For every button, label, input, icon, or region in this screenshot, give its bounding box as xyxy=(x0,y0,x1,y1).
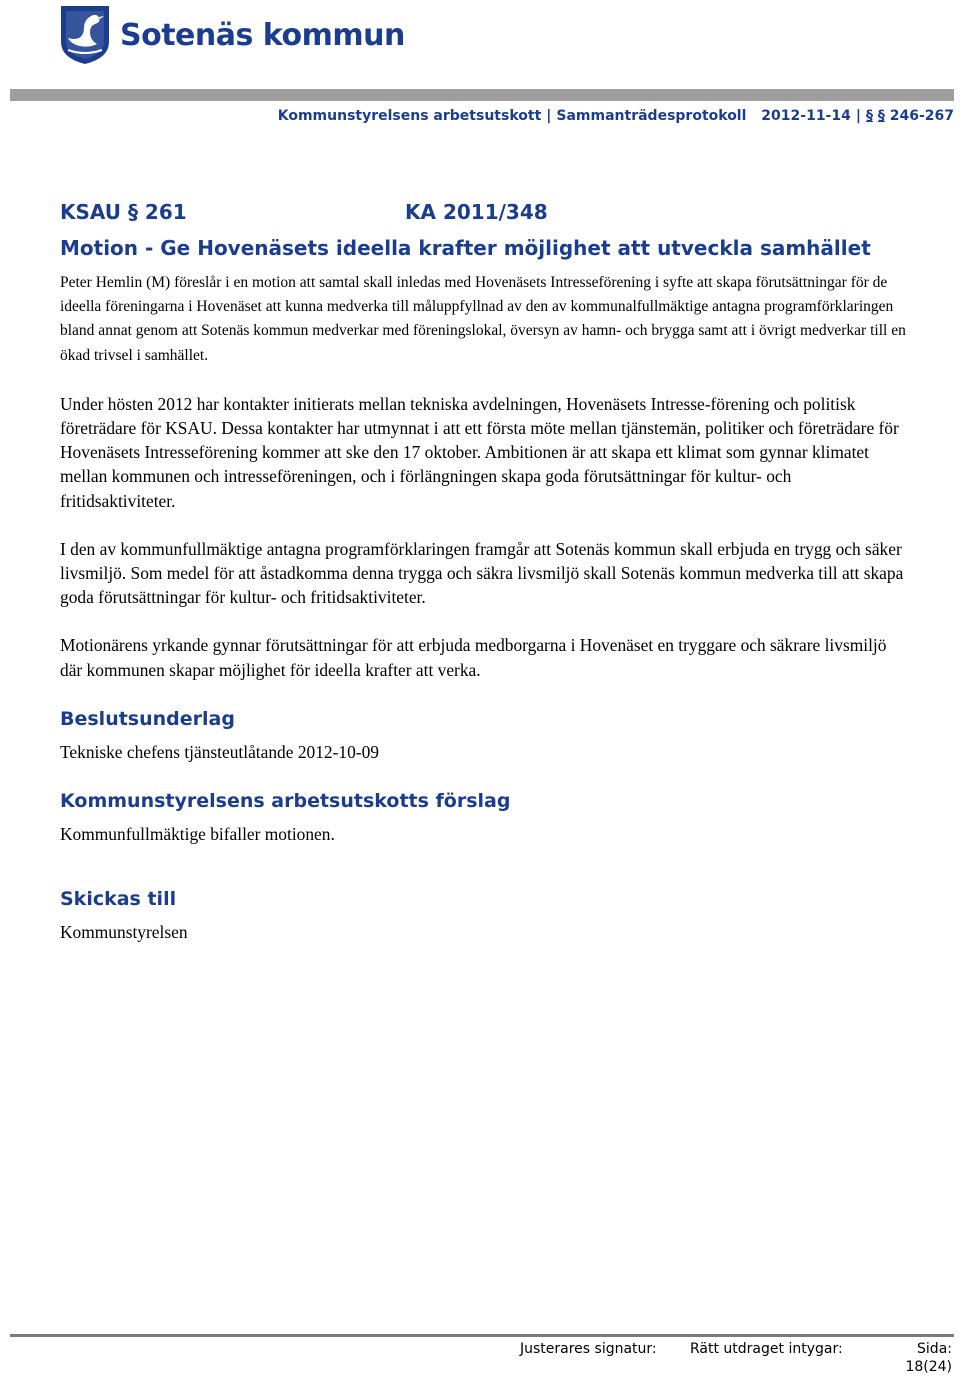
footer-sida-label: Sida: xyxy=(917,1341,952,1357)
heading-beslutsunderlag: Beslutsunderlag xyxy=(60,707,235,730)
section-symbol-start: § xyxy=(865,108,873,124)
case-ka: KA 2011/348 xyxy=(405,200,548,224)
footer-justerares: Justerares signatur: xyxy=(520,1341,657,1357)
section-symbol-end: § xyxy=(877,108,885,124)
case-id: KSAU § 261 xyxy=(60,200,187,224)
case-line xyxy=(60,200,910,228)
header-rule xyxy=(10,89,954,101)
brand-logo xyxy=(58,2,405,68)
footer-ratt-utdraget: Rätt utdraget intygar: xyxy=(690,1341,843,1357)
brand-name: Sotenäs kommun xyxy=(120,17,405,53)
footer-rule xyxy=(10,1334,954,1337)
paragraph-4: Motionärens yrkande gynnar förutsättningar för att erbjuda medborgarna i Hovenäset en tryggare och säkrare livsmiljö där kommunen skapar möjlighet för ideella krafter att verka. xyxy=(60,635,887,680)
section-range: 246-267 xyxy=(889,108,954,124)
footer-sida-value: 18(24) xyxy=(905,1359,952,1375)
heading-forslag: Kommunstyrelsens arbetsutskotts förslag xyxy=(60,790,511,813)
paragraph-2: Under hösten 2012 har kontakter initierats mellan tekniska avdelningen, Hovenäsets Intresse-förening och politisk företrädare för KSAU. Dessa kontakter har utmynnat i att ett första möte mellan tjänstemän, politiker och företrädare för Hovenäsets Intresseförening kommer att ske den 17 oktober. Ambitionen är att skapa ett klimat som gynnar klimatet mellan kommunen och intresseföreningen, och i förlängningen skapa goda förutsättningar för kultur- och fritidsaktiviteter. xyxy=(60,393,899,511)
case-title: Motion - Ge Hovenäsets ideella krafter möjlighet att utveckla samhället xyxy=(60,236,871,260)
text-skickas: Kommunstyrelsen xyxy=(60,922,188,943)
org-name: Kommunstyrelsens arbetsutskott xyxy=(277,108,542,124)
swan-shield-icon xyxy=(58,4,112,66)
doc-type: Sammanträdesprotokoll xyxy=(556,108,747,124)
paragraph-1: Peter Hemlin (M) föreslår i en motion att samtal skall inledas med Hovenäsets Intresseförening i syfte att skapa förutsättningar för de ideella föreningarna i Hovenäset att kunna medverka till måluppfyllnad av den av kommunalfullmäktige antagna programförklaringen bland annat genom att Sotenäs kommun medverkar med föreningslokal, översyn av hamn- och brygga samt att i övrigt medverkar till en ökad trivsel i samhället. xyxy=(60,274,906,364)
meeting-date: 2012-11-14 xyxy=(761,108,851,124)
text-forslag: Kommunfullmäktige bifaller motionen. xyxy=(60,824,335,845)
text-beslutsunderlag: Tekniske chefens tjänsteutlåtande 2012-10-09 xyxy=(60,741,379,762)
heading-skickas: Skickas till xyxy=(60,888,177,911)
protocol-header: Kommunstyrelsens arbetsutskott | Sammanträdesprotokoll 2012-11-14 | § § 246-267 xyxy=(277,108,954,124)
paragraph-3: I den av kommunfullmäktige antagna programförklaringen framgår att Sotenäs kommun skall erbjuda en trygg och säker livsmiljö. Som medel för att åstadkomma denna trygga och säkra livsmiljö skall Sotenäs kommun medverka till att skapa goda förutsättningar för kultur- och fritidsaktiviteter. xyxy=(60,538,904,608)
document-body xyxy=(60,200,910,968)
